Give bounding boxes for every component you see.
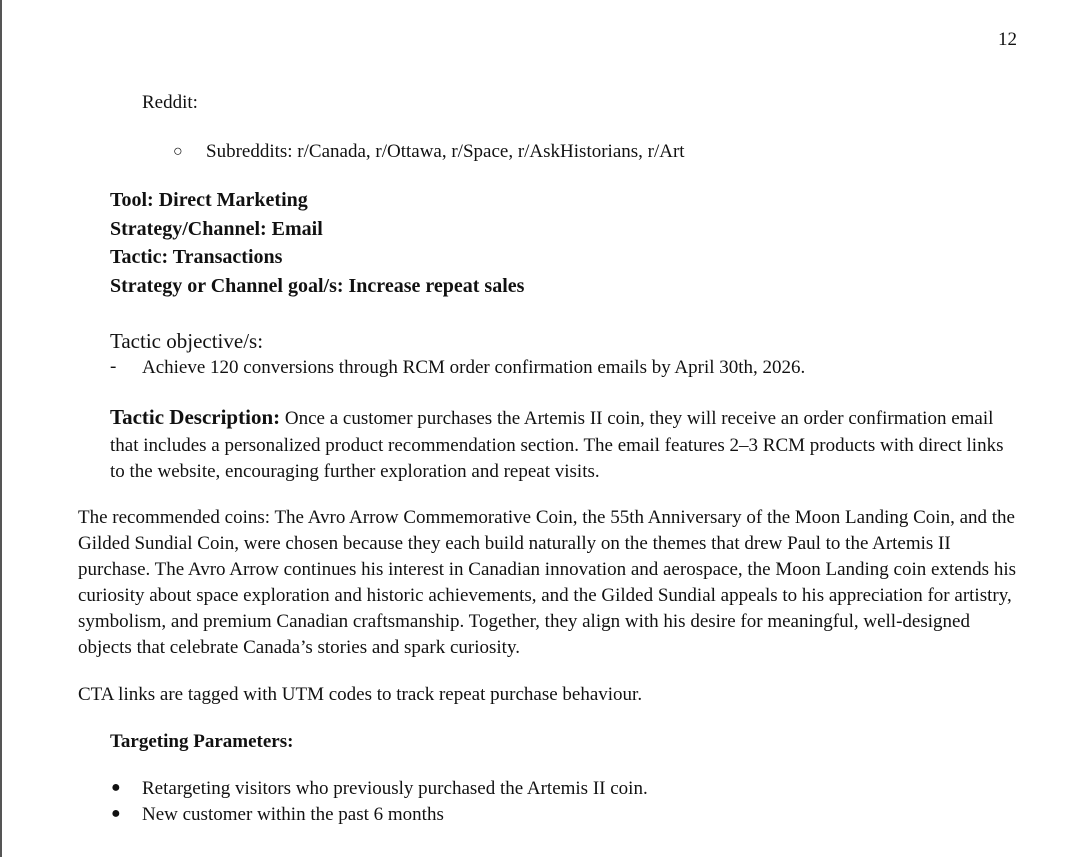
targeting-label: Targeting Parameters: [110, 731, 294, 752]
reddit-label: Reddit: [142, 92, 198, 113]
dot-bullet-icon: ● [111, 805, 121, 822]
subreddits-line: Subreddits: r/Canada, r/Ottawa, r/Space, r/AskHistorians, r/Art [206, 141, 685, 162]
page-number: 12 [998, 29, 1017, 50]
cta-paragraph: CTA links are tagged with UTM codes to track repeat purchase behaviour. [78, 684, 643, 705]
objective-item: Achieve 120 conversions through RCM order confirmation emails by April 30th, 2026. [142, 357, 806, 378]
strategy-channel-heading: Strategy/Channel: Email [110, 217, 323, 240]
tactic-heading: Tactic: Transactions [110, 246, 283, 268]
targeting-item: Retargeting visitors who previously purchased the Artemis II coin. [142, 778, 648, 799]
objectives-label: Tactic objective/s: [110, 329, 264, 353]
targeting-item: New customer within the past 6 months [142, 804, 444, 825]
tactic-description-text: Once a customer purchases the Artemis II coin, they will receive an order confirmation email that includes a personalized product recommendation section. The email features 2–3 RCM products with direct links to the website, encouraging further exploration and repeat visits. [110, 408, 1004, 482]
tool-heading: Tool: Direct Marketing [110, 189, 308, 211]
recommended-coins-paragraph: The recommended coins: The Avro Arrow Commemorative Coin, the 55th Anniversary of the Moon Landing Coin, and the Gilded Sundial Coin, were chosen because they each build naturally on the themes that drew Paul to the Artemis II purchase. The Avro Arrow continues his interest in Canadian innovation and aerospace, the Moon Landing coin extends his curiosity about space exploration and historic achievements, and the Gilded Sundial appeals to his appreciation for artistry, symbolism, and premium Canadian craftsmanship. Together, they align with his desire for meaningful, well-designed objects that celebrate Canada’s stories and spark curiosity. [78, 507, 1016, 658]
tactic-description [110, 404, 1010, 486]
page-edge [0, 0, 2, 857]
goal-heading: Strategy or Channel goal/s: Increase repeat sales [110, 274, 525, 297]
tactic-description-label: Tactic Description: [110, 405, 281, 429]
circle-bullet-icon: ○ [173, 143, 183, 160]
tactic-header-block [110, 186, 524, 300]
dot-bullet-icon: ● [111, 779, 121, 796]
objective-dash: - [110, 356, 117, 377]
